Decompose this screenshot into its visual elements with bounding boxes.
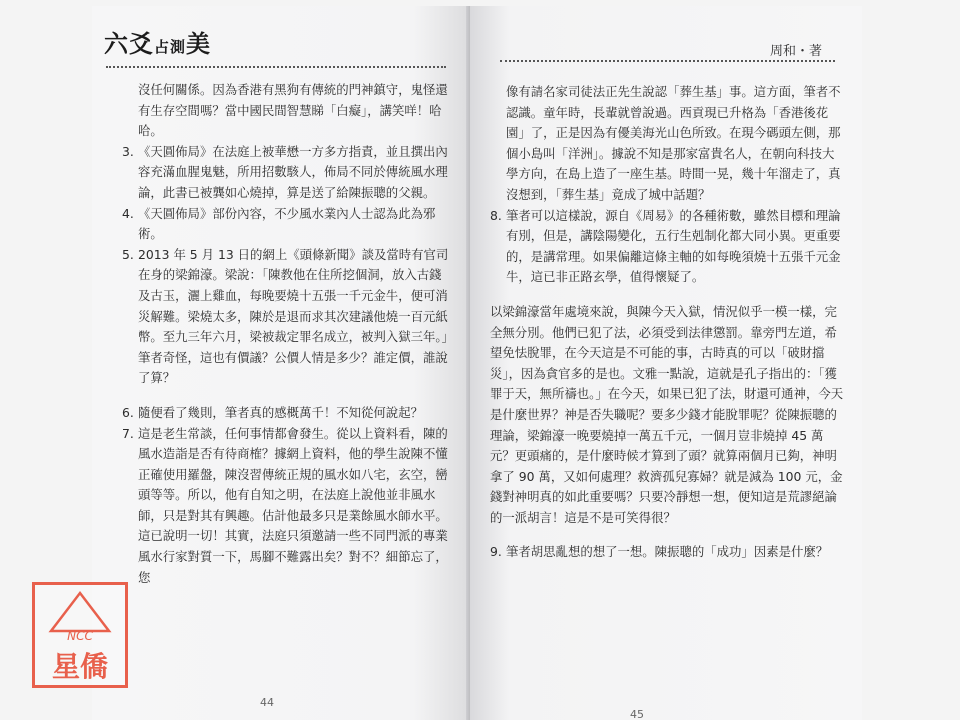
paragraph — [122, 80, 452, 142]
paragraph-text: 隨便看了幾則，筆者真的感概萬千！不知從何說起？ — [138, 404, 423, 420]
paragraph-text: 《天圓佈局》部份內容，不少風水業內人士認為此為邪術。 — [138, 205, 436, 242]
left-page-text — [122, 80, 452, 588]
paragraph-number — [122, 80, 138, 142]
paragraph-number: 5. — [122, 246, 134, 262]
book-title-part-c: 美 — [186, 29, 212, 58]
stamp-latin-text: NCC — [67, 629, 93, 643]
book-title — [104, 24, 211, 59]
paragraph-text: 沒任何關係。因為香港有黑狗有傳統的門神鎮守，鬼怪還有生存空間嗎？當中國民間智慧睇「白癡」，講笑咩！哈哈。 — [138, 82, 448, 139]
paragraph — [122, 204, 452, 245]
paragraph — [490, 542, 845, 563]
paragraph-number: 3. — [122, 143, 134, 159]
paragraph-number: 4. — [122, 205, 134, 221]
paragraph-text: 筆者可以這樣說，源自《周易》的各種術數，雖然目標和理論有別，但是，講陰陽變化，五行生剋制化都大同小異。更重要的，是講常理。如果偏離這條主軸的如每晚須燒十五張千元金牛，這已非正路玄學，值得懷疑了。 — [506, 207, 841, 285]
author-credit: 周和・著 — [769, 44, 822, 59]
paragraph-text: 2013 年 5 月 13 日的網上《頭條新聞》談及當時有官司在身的梁錦濠。梁說：「陳教他在住所挖個洞，放入古錢及古玉，灑上雞血，每晚要燒十五張一千元金牛，便可消災解難。梁燒太多，陳於是退而求其次建議他燒一百元紙幣。至九三年六月，梁被裁定罪名成立，被判入獄三年。」 — [138, 246, 454, 345]
paragraph-text: 這是老生常談，任何事情都會發生。從以上資料看，陳的風水造詣是否有待商榷？據網上資料，他的學生說陳不懂正確使用羅盤，陳沒習傳統正規的風水如八宅，玄空，巒頭等等。所以，他有自知之明，在法庭上說他並非風水師，只是對其有興趣。估計他最多只是業餘風水師水平。這已說明一切！其實，法庭只須邀請一些不同門派的專業風水行家對質一下，馬腳不難露出矣？對不？細節忘了，您 — [138, 425, 448, 585]
paragraph-text: 筆者奇怪，這也有價議？公價人情是多少？誰定價，誰說了算？ — [138, 349, 448, 386]
paragraph — [490, 82, 845, 206]
page-number-right: 45 — [630, 708, 644, 720]
ncc-watermark-stamp — [32, 582, 128, 688]
right-page — [470, 6, 862, 720]
paragraph — [122, 403, 452, 424]
paragraph — [122, 245, 452, 348]
paragraph-text: 以梁錦濠當年處境來說，與陳今天入獄，情況似乎一模一樣，完全無分別。他們已犯了法，必須受到法律懲罰。靠旁門左道，希望免怯脫罪，在今天這是不可能的事，古時真的可以「破財擋災」，因為貪官多的是也。文雅一點說，這就是孔子指出的：「獲罪于天，無所禱也。」在今天，如果已犯了法，財還可通神，今天是什麼世界？神是否失職呢？要多少錢才能脫罪呢？從陳振聰的理論，梁錦濠一晚要燒掉一萬五千元，一個月豈非燒掉 45 萬元？更頭痛的，是什麼時候才算到了頭？就算兩個月已夠，神明拿了 90 萬，又如何處理？救濟孤兒寡婦？就是減為 100 元，金錢對神明真的如此重要嗎？只要冷靜想一想，便知這是荒謬絕論的一派胡言！這是不是可笑得很？ — [490, 303, 844, 525]
triangle-icon — [47, 589, 113, 633]
book-title-part-a: 六爻 — [104, 29, 154, 58]
paragraph-number: 7. — [122, 425, 134, 441]
stamp-chinese-text: 星僑 — [51, 650, 108, 683]
paragraph-text: 像有請名家司徒法正先生說認「葬生基」事。這方面，筆者不認識。童年時，長輩就曾說過。西貢現已升格為「香港後花園」了，正是因為有優美海光山色所致。在現今碼頭左側，那個小島叫「洋洲」。據說不知是那家富貴名人，在朝向科技大學方向，在島上造了一座生基。時間一晃，幾十年溜走了，真沒想到，「葬生基」竟成了城中話題？ — [506, 84, 841, 202]
paragraph-number: 6. — [122, 404, 134, 420]
header-dotted-rule — [106, 66, 446, 68]
open-book — [92, 6, 862, 720]
paragraph — [122, 142, 452, 204]
paragraph-text: 《天圓佈局》在法庭上被華懋一方多方指責，並且撰出內容充滿血腥鬼魅，所用招數駭人，佈局不同於傳統風水理論，此書已被龔如心燒掉，算是送了給陳振聰的父親。 — [138, 143, 448, 200]
header-dotted-rule — [500, 60, 835, 62]
paragraph-number: 9. — [490, 544, 502, 560]
paragraph — [490, 206, 845, 288]
paragraph-text: 筆者胡思亂想的想了一想。陳振聰的「成功」因素是什麼？ — [506, 544, 829, 560]
paragraph-number: 8. — [490, 207, 502, 223]
paragraph-number — [122, 348, 138, 389]
left-page — [92, 6, 470, 720]
page-number-left: 44 — [260, 696, 274, 709]
book-title-part-b: 占測 — [154, 38, 187, 56]
paragraph — [122, 348, 452, 389]
paragraph — [490, 302, 845, 529]
right-page-text — [490, 82, 845, 563]
paragraph — [122, 424, 452, 589]
